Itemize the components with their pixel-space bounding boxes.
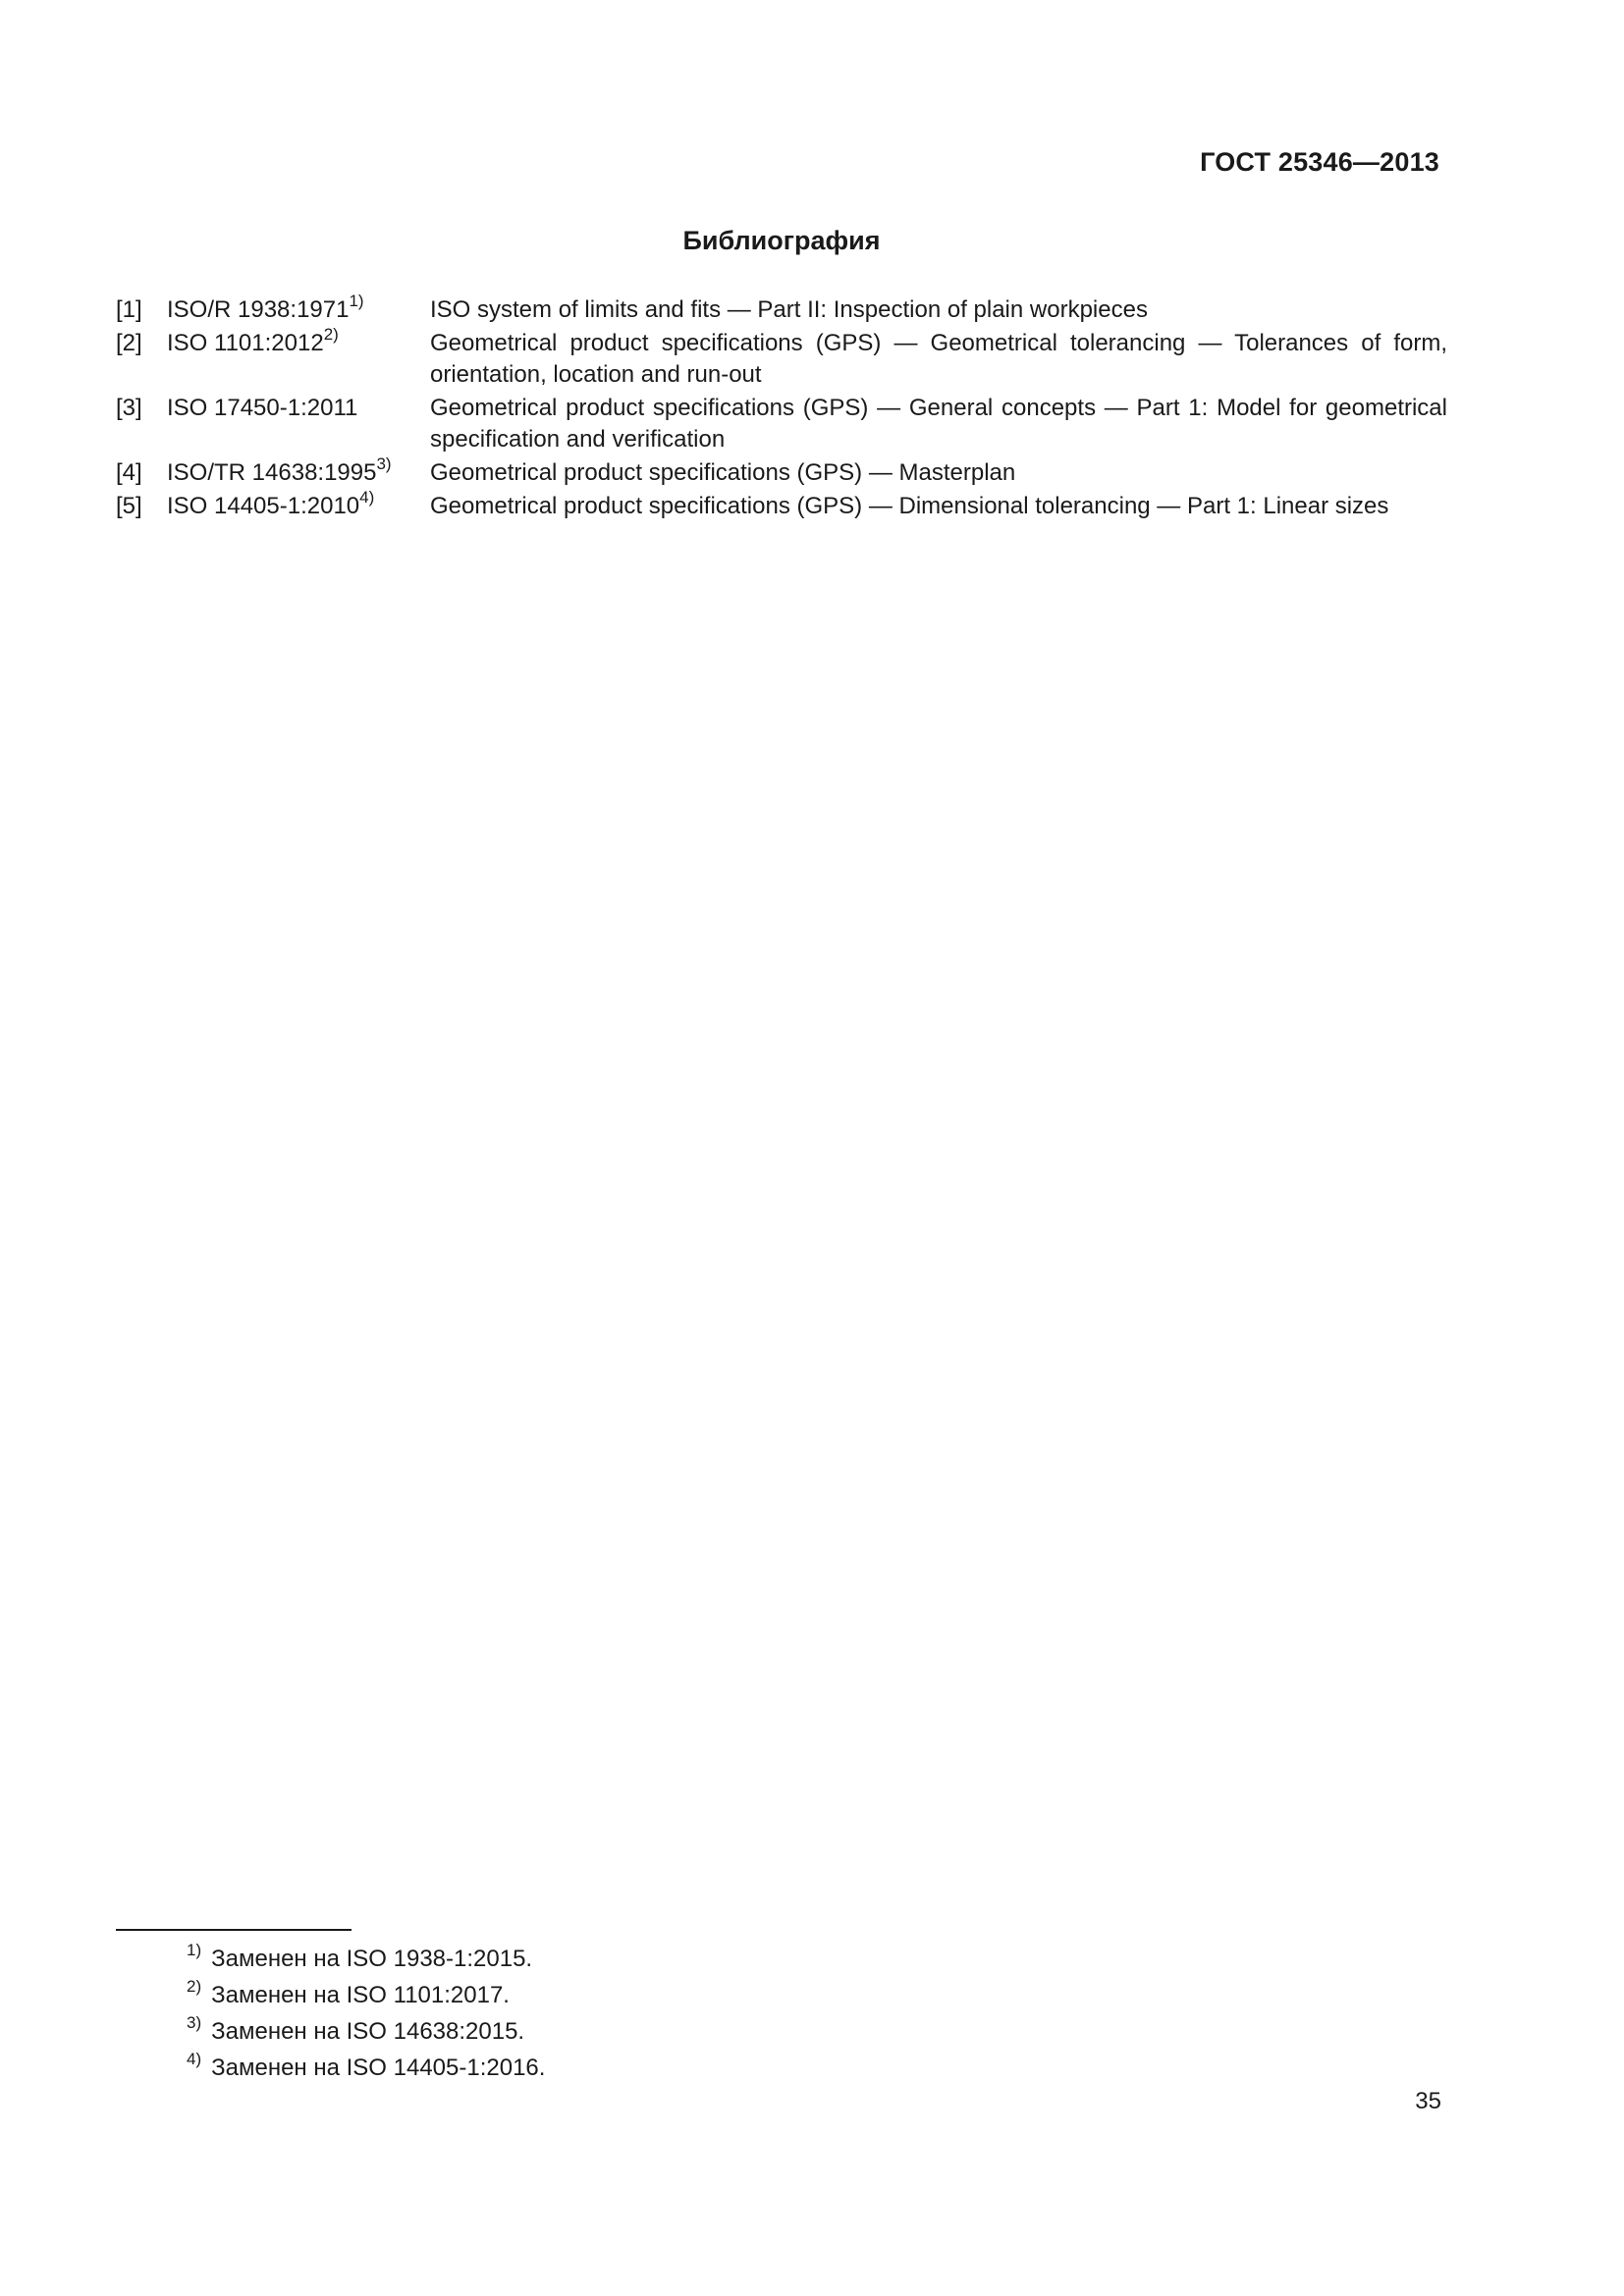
footnote — [187, 2050, 545, 2086]
entry-code-text: ISO 1101:2012 — [167, 330, 324, 356]
entry-code — [167, 488, 430, 522]
entry-number: [2] — [116, 330, 142, 356]
footnotes — [187, 1941, 545, 2086]
footnote-text: Заменен на ISO 14405-1:2016. — [211, 2055, 546, 2081]
entry-code-text: ISO/R 1938:1971 — [167, 296, 350, 323]
bibliography-entry — [116, 488, 1447, 522]
entry-code-text: ISO 17450-1:2011 — [167, 395, 358, 421]
entry-code — [167, 294, 430, 326]
entry-footnote-ref: 4) — [359, 488, 375, 507]
entry-number: [5] — [116, 493, 142, 519]
footnote — [187, 1941, 545, 1977]
entry-description: Geometrical product specifications (GPS) — Dimensional tolerancing — Part 1: Linear sizes — [430, 493, 1389, 519]
footnote-text: Заменен на ISO 14638:2015. — [211, 2018, 525, 2045]
footnote-text: Заменен на ISO 1101:2017. — [211, 1982, 510, 2008]
entry-number: [4] — [116, 459, 142, 486]
entry-number: [3] — [116, 395, 142, 421]
entry-footnote-ref: 1) — [349, 292, 364, 310]
bibliography-entry — [116, 454, 1447, 489]
entry-footnote-ref: 2) — [323, 325, 339, 344]
footnote — [187, 2013, 545, 2050]
entry-code — [167, 454, 430, 489]
footnote — [187, 1977, 545, 2013]
entry-footnote-ref: 3) — [376, 454, 392, 473]
bibliography-entry — [116, 325, 1447, 391]
footnote-mark: 1) — [187, 1941, 202, 1959]
entry-code-text: ISO 14405-1:2010 — [167, 493, 360, 519]
entry-number: [1] — [116, 296, 142, 323]
entry-code — [167, 393, 430, 424]
footnote-mark: 2) — [187, 1977, 202, 1996]
footnote-mark: 3) — [187, 2013, 202, 2032]
footnote-separator — [116, 1929, 352, 1931]
bibliography-title: Библиография — [682, 226, 881, 255]
entry-description: Geometrical product specifications (GPS) — General concepts — Part 1: Model for geometrical specification and verification — [430, 395, 1447, 453]
entry-code-text: ISO/TR 14638:1995 — [167, 459, 377, 486]
bibliography-entry — [116, 393, 1447, 455]
page-number: 35 — [1415, 2088, 1441, 2114]
document-code: ГОСТ 25346—2013 — [1200, 147, 1439, 177]
entry-description: Geometrical product specifications (GPS) — Masterplan — [430, 459, 1016, 486]
footnote-mark: 4) — [187, 2050, 202, 2068]
footnote-text: Заменен на ISO 1938-1:2015. — [211, 1946, 533, 1972]
entry-code — [167, 325, 430, 359]
bibliography-entry — [116, 294, 1447, 326]
entry-description: ISO system of limits and fits — Part II: Inspection of plain workpieces — [430, 296, 1148, 323]
bibliography-list — [116, 294, 1447, 524]
entry-description: Geometrical product specifications (GPS) — Geometrical tolerancing — Tolerances of form, orientation, location and run-out — [430, 330, 1447, 388]
